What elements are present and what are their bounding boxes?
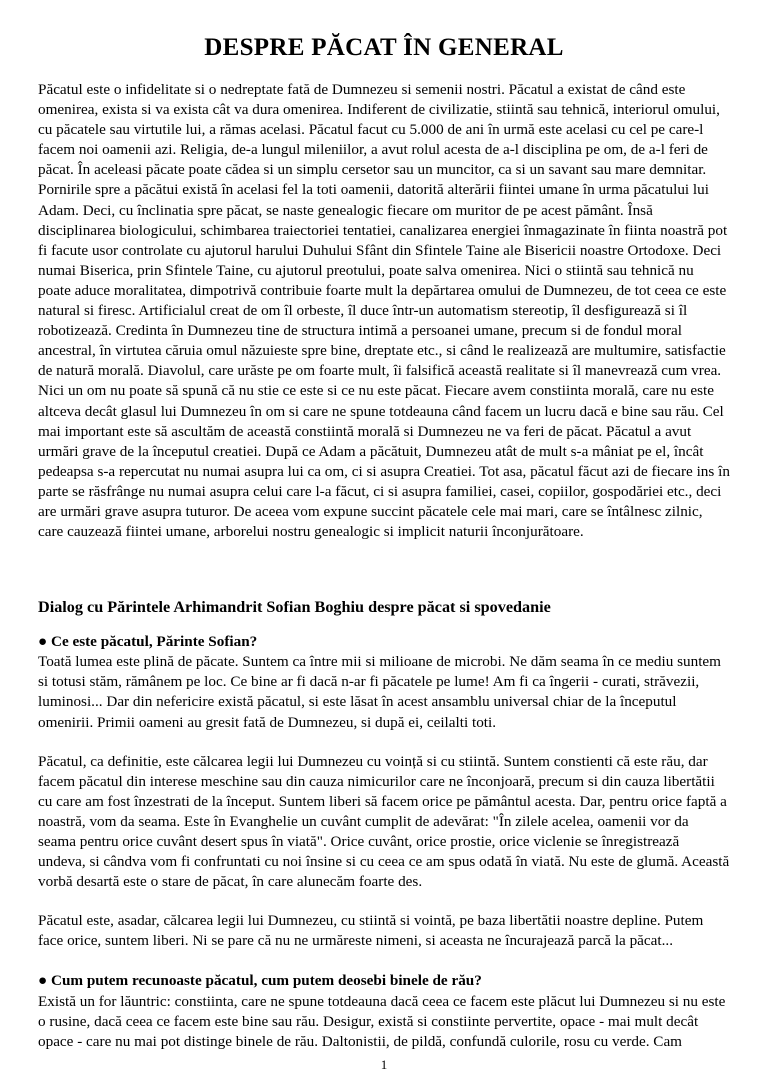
page-title: DESPRE PĂCAT ÎN GENERAL <box>204 34 564 61</box>
answer-1-paragraph-3: Păcatul este, asadar, călcarea legii lui Dumnezeu, cu stiintă si vointă, pe baza libertătii noastre depline. Putem face orice, suntem liberi. Ni se pare că nu ne urmăreste nimeni, si aceasta ne încurajează parcă la păcat... <box>38 912 704 950</box>
answer-1-paragraph-2: Păcatul, ca definitie, este călcarea legii lui Dumnezeu cu voință si cu stiintă. Suntem constienti că este rău, dar facem păcatul din interese meschine sau din cauza nimicurilor care ne înconjoară, precum si din cauza libertătii cu care am fost înzestrati de la început. Suntem liberi să facem orice pe pământul acesta. Dar, pentru orice faptă a noastră, vom da seama. Este în Evanghelie un cuvânt cumplit de adevărat: "În zilele acelea, oamenii vor da seama pentru orice cuvânt desert spus în viată". Orice cuvânt, orice prostie, orice viclenie se înregistrează undeva, si cândva vom fi confruntati cu noi însine si cu ceea ce am spus odată în viată. Nu este de glumă. Această vorbă desartă este o stare de păcat, în care alunecăm foarte des. <box>38 752 730 891</box>
question-2: ● Cum putem recunoaste păcatul, cum putem deosebi binele de rău? <box>38 972 482 990</box>
dialog-heading: Dialog cu Părintele Arhimandrit Sofian Boghiu despre păcat si spovedanie <box>38 598 551 617</box>
answer-1-paragraph-1: Toată lumea este plină de păcate. Suntem ca între mii si milioane de microbi. Ne dăm seama în ce mediu suntem si totusi stăm, rămânem pe loc. Ce bine ar fi dacă n-ar fi păcatele pe lume! Am fi ca îngerii - curati, străvezii, luminosi... Dar din nefericire există păcatul, si este lăsat în acest ansamblu universal chiar de la începutul omenirii. Primii oameni au gresit fată de Dumnezeu, si după ei, ceilalti toti. <box>38 653 721 731</box>
page-number: 1 <box>380 1057 388 1072</box>
answer-2-paragraph-1: Există un for lăuntric: constiinta, care ne spune totdeauna dacă ceea ce facem este plăcut lui Dumnezeu si nu este o rusine, dacă ceea ce facem este bine sau rău. Desigur, există si constiinte pervertite, opace - mai mult decât opace - care nu mai pot distinge binele de rău. Daltonistii, de pildă, confundă culorile, rosu cu verde. Cam <box>38 992 726 1050</box>
section-spacer <box>38 542 730 596</box>
question-1: ● Ce este păcatul, Părinte Sofian? <box>38 633 258 651</box>
intro-paragraph: Păcatul este o infidelitate si o nedreptate fată de Dumnezeu si semenii nostri. Păcatul a existat de când este omenirea, exista si va exista cât va dura omenirea. Indiferent de civilizatie, stiintă sau tehnică, interiorul omului, cu păcatele sau virtutile lui, a rămas acelasi. Păcatul facut cu 5.000 de ani în urmă este acelasi cu cel pe care-l facem noi oamenii azi. Religia, de-a lungul mileniilor, a avut rolul acesta de a-l disciplina pe om, de a-l feri de păcat. În aceleasi păcate poate cădea si un simplu cersetor sau un muncitor, ca si un savant sau mare demnitar. Pornirile spre a păcătui există în acelasi fel la toti oamenii, datorită alterării fiintei umane în urma păcatului lui Adam. Deci, cu înclinatia spre păcat, se naste genealogic fiecare om muritor de pe acest pământ. Însă disciplinarea biologicului, schimbarea traiectoriei tentatiei, canalizarea energiei înmagazinate în fiinta noastră pot fi facute usor controlate cu ajutorul harului Duhului Sfânt din Sfintele Taine ale Bisericii noastre Ortodoxe. Deci numai Biserica, prin Sfintele Taine, cu ajutorul preotului, poate salva omenirea. Nici o stiintă sau tehnică nu poate aduce moralitatea, dimpotrivă contribuie foarte mult la depărtarea omului de Dumnezeu, de tot ceea ce este natural si firesc. Artificialul creat de om îl orbeste, îl duce într-un automatism stereotip, îl desfigurează si îl robotizează. Credinta în Dumnezeu tine de structura intimă a persoanei umane, precum si de fondul moral ancestral, în virtutea căruia omul năzuieste spre bine, dreptate etc., si când le realizează are multumire, satisfactie de natură morală. Diavolul, care urăste pe om foarte mult, îi falsifică această realitate si îl manevrează cum vrea. Nici un om nu poate să spună că nu stie ce este si ce nu este păcat. Fiecare avem constiinta morală, care nu este altceva decât glasul lui Dumnezeu în om si care ne spune totdeauna când facem un lucru dacă e bine sau rău. Cel mai important este să ascultăm de această constiintă morală si Dumnezeu ne va feri de păcat. Păcatul a avut urmări grave de la începutul creatiei. După ce Adam a păcătuit, Dumnezeu atât de mult s-a mâniat pe el, încât pedeapsa s-a repercutat nu numai asupra lui ca om, ci si asupra Creatiei. Tot asa, păcatul făcut azi de fiecare ins în parte se răsfrânge nu numai asupra celui care l-a făcut, ci si asupra familiei, casei, copiilor, gospodăriei etc., deci are urmări grave asupra tuturor. De aceea vom expune succint păcatele cele mai mari, care se întâlnesc zilnic, care cauzează fiintei umane, arborelui nostru genealogic si implicit naturii înconjurătoare. <box>38 81 730 541</box>
